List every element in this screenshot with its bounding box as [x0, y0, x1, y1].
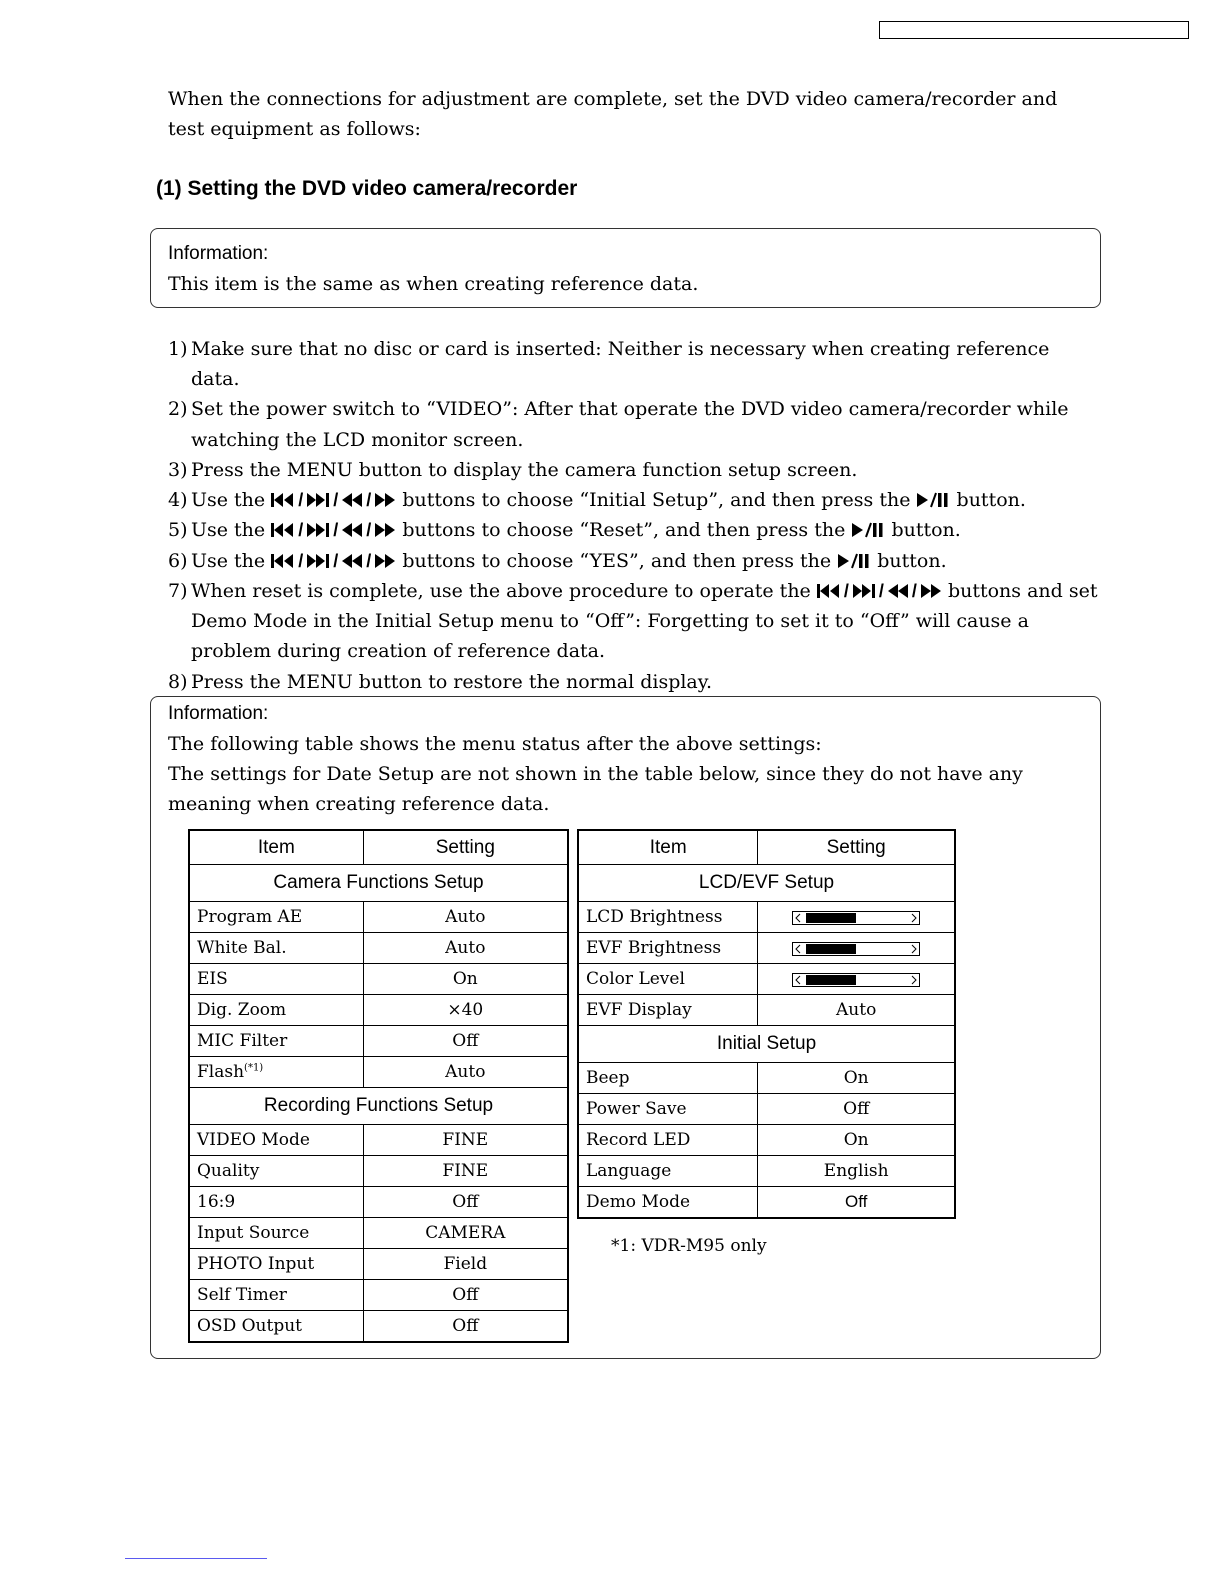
- step-6: 6) Use the / / / buttons to choose “YES”, and then press the button.: [168, 549, 947, 572]
- col-setting: Setting: [363, 830, 568, 865]
- step-4: 4) Use the / / / buttons to choose “Initial Setup”, and then press the button.: [168, 489, 1026, 512]
- table-row: VIDEO Mode FINE: [189, 1125, 568, 1156]
- table-row: Input Source CAMERA: [189, 1218, 568, 1249]
- fast-forward-icon: [920, 583, 942, 599]
- fast-forward-icon: [374, 522, 396, 538]
- table-row: White Bal. Auto: [189, 933, 568, 964]
- table-row: EVF Display Auto: [578, 995, 955, 1026]
- header-box: [879, 21, 1189, 39]
- skip-forward-icon: [306, 553, 330, 569]
- section-heading: (1) Setting the DVD video camera/recorder: [156, 177, 578, 200]
- skip-back-icon: [271, 553, 295, 569]
- step-1: 1) Make sure that no disc or card is inserted: Neither is necessary when creating reference data.: [168, 338, 1050, 391]
- table-row: Self Timer Off: [189, 1280, 568, 1311]
- section-row: LCD/EVF Setup: [578, 865, 955, 902]
- table-header: [189, 830, 568, 865]
- table-row: Power Save Off: [578, 1094, 955, 1125]
- table-row: PHOTO Input Field: [189, 1249, 568, 1280]
- menu-table-left: [188, 829, 569, 1343]
- col-item: Item: [189, 830, 363, 865]
- info-text-line2: The settings for Date Setup are not shown in the table below, since they do not have any meaning when creating reference data.: [168, 763, 1023, 815]
- step-3: 3) Press the MENU button to display the camera function setup screen.: [168, 458, 858, 481]
- table-row: MIC Filter Off: [189, 1026, 568, 1057]
- step-7: 7) When reset is complete, use the above procedure to operate the / / / buttons and set Demo Mode in the Initial Setup menu to “Off”: Forgetting to set it to “Off” will cause a problem during creation of reference data.: [168, 579, 1098, 663]
- intro-paragraph: When the connections for adjustment are complete, set the DVD video camera/recorder and test equipment as follows:: [168, 88, 1058, 140]
- fast-forward-icon: [374, 553, 396, 569]
- table-row: Program AE Auto: [189, 902, 568, 933]
- level-bar: [792, 973, 920, 987]
- table-row: Language English: [578, 1156, 955, 1187]
- table-header: [578, 830, 955, 865]
- section-row: Recording Functions Setup: [189, 1088, 568, 1125]
- col-item: Item: [578, 830, 758, 865]
- fast-forward-icon: [374, 492, 396, 508]
- skip-forward-icon: [852, 583, 876, 599]
- rewind-icon: [341, 553, 363, 569]
- play-pause-icon: [851, 522, 885, 538]
- table-row: LCD Brightness: [578, 902, 955, 933]
- rewind-icon: [341, 492, 363, 508]
- play-pause-icon: [916, 492, 950, 508]
- table-row: Flash$^{(*1)}$ Auto: [189, 1057, 568, 1088]
- table-row: OSD Output Off: [189, 1311, 568, 1343]
- level-bar: [792, 942, 920, 956]
- skip-back-icon: [271, 522, 295, 538]
- table-row: Color Level: [578, 964, 955, 995]
- skip-forward-icon: [306, 492, 330, 508]
- skip-back-icon: [817, 583, 841, 599]
- info-label: Information:: [168, 243, 269, 264]
- footnote-marker: (*1): [244, 1062, 264, 1074]
- section-row: Camera Functions Setup: [189, 865, 568, 902]
- col-setting: Setting: [758, 830, 955, 865]
- info-box-1: [150, 228, 1101, 308]
- table-row: Demo Mode Off: [578, 1187, 955, 1219]
- table-row: Record LED On: [578, 1125, 955, 1156]
- skip-back-icon: [271, 492, 295, 508]
- section-row: Initial Setup: [578, 1026, 955, 1063]
- table-row: Dig. Zoom ×40: [189, 995, 568, 1026]
- info-label: Information:: [168, 703, 269, 724]
- step-2: 2) Set the power switch to “VIDEO”: After that operate the DVD video camera/recorder while watching the LCD monitor screen.: [168, 398, 1069, 451]
- step-5: 5) Use the / / / buttons to choose “Reset”, and then press the button.: [168, 519, 961, 542]
- info-text: This item is the same as when creating reference data.: [168, 273, 699, 295]
- level-bar: [792, 911, 920, 925]
- footer-link-line: [125, 1558, 267, 1559]
- table-row: EIS On: [189, 964, 568, 995]
- table-row: Beep On: [578, 1063, 955, 1094]
- skip-forward-icon: [306, 522, 330, 538]
- table-row: 16:9 Off: [189, 1187, 568, 1218]
- table-row: EVF Brightness: [578, 933, 955, 964]
- table-row: Quality FINE: [189, 1156, 568, 1187]
- rewind-icon: [341, 522, 363, 538]
- rewind-icon: [887, 583, 909, 599]
- footnote: *1: VDR-M95 only: [611, 1236, 767, 1256]
- play-pause-icon: [837, 553, 871, 569]
- step-8: 8) Press the MENU button to restore the normal display.: [168, 670, 713, 693]
- steps-list: [168, 334, 1098, 697]
- info-text-line1: The following table shows the menu status after the above settings:: [168, 733, 822, 755]
- menu-table-right: [577, 829, 956, 1219]
